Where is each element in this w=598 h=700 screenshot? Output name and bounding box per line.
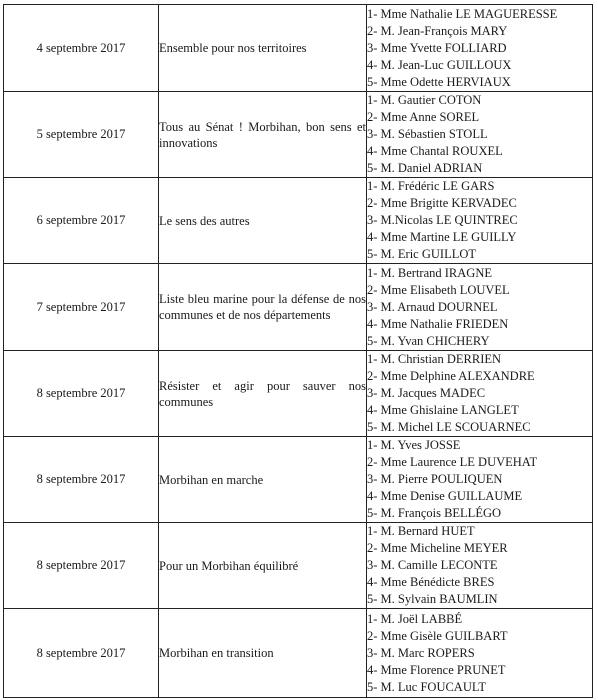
candidate-list <box>367 611 592 696</box>
list-title-cell <box>159 609 367 698</box>
candidate-item: 1- M. Joël LABBÉ <box>367 611 463 626</box>
candidate-item: 4- Mme Martine LE GUILLY <box>367 230 517 244</box>
candidate-lists-table <box>3 4 593 698</box>
deposit-date: 8 septembre 2017 <box>4 609 159 698</box>
table-row <box>4 264 593 351</box>
candidate-item: 3- M. Arnaud DOURNEL <box>367 299 498 314</box>
candidate-item: 2- Mme Elisabeth LOUVEL <box>367 282 510 297</box>
table-row <box>4 437 593 523</box>
deposit-date: 7 septembre 2017 <box>4 264 159 351</box>
candidates-cell <box>367 437 593 523</box>
candidate-item: 4- Mme Ghislaine LANGLET <box>367 403 519 417</box>
candidates-cell <box>367 523 593 609</box>
candidate-item: 3- M. Marc ROPERS <box>367 645 475 660</box>
candidate-item: 2- Mme Anne SOREL <box>367 110 480 124</box>
candidate-list <box>367 437 592 522</box>
table-row <box>4 5 593 92</box>
candidate-item: 5- Mme Odette HERVIAUX <box>367 74 511 89</box>
table-row <box>4 609 593 698</box>
table-row <box>4 178 593 264</box>
candidate-item: 5- M. Eric GUILLOT <box>367 247 476 261</box>
candidate-item: 2- Mme Delphine ALEXANDRE <box>367 369 535 383</box>
candidate-item: 1- M. Christian DERRIEN <box>367 352 502 366</box>
candidate-item: 4- Mme Chantal ROUXEL <box>367 144 503 158</box>
list-title-cell <box>159 5 367 92</box>
candidate-list <box>367 6 592 91</box>
list-title-cell <box>159 92 367 178</box>
deposit-date: 4 septembre 2017 <box>4 5 159 92</box>
candidate-item: 4- Mme Nathalie FRIEDEN <box>367 316 509 331</box>
candidate-item: 5- M. Daniel ADRIAN <box>367 161 483 175</box>
candidate-item: 2- Mme Micheline MEYER <box>367 541 508 555</box>
candidate-item: 4- Mme Bénédicte BRES <box>367 575 495 589</box>
candidate-item: 4- M. Jean-Luc GUILLOUX <box>367 57 512 72</box>
list-title: Pour un Morbihan équilibré <box>159 558 299 573</box>
list-title-cell <box>159 264 367 351</box>
deposit-date: 5 septembre 2017 <box>4 92 159 178</box>
candidates-cell <box>367 5 593 92</box>
candidate-item: 2- Mme Brigitte KERVADEC <box>367 196 517 210</box>
candidate-item: 1- Mme Nathalie LE MAGUERESSE <box>367 6 558 21</box>
list-title: Résister et agir pour sauver nos communes <box>159 378 366 409</box>
candidate-item: 1- M. Yves JOSSE <box>367 438 461 452</box>
list-title: Le sens des autres <box>159 213 250 228</box>
candidate-item: 3- M.Nicolas LE QUINTREC <box>367 213 518 227</box>
candidate-item: 5- M. François BELLÉGO <box>367 506 502 520</box>
deposit-date: 8 septembre 2017 <box>4 523 159 609</box>
candidates-cell <box>367 264 593 351</box>
candidate-item: 2- M. Jean-François MARY <box>367 23 508 38</box>
list-title: Liste bleu marine pour la défense de nos communes et de nos départements <box>159 292 366 322</box>
candidate-item: 5- M. Michel LE SCOUARNEC <box>367 420 531 434</box>
list-title: Morbihan en transition <box>159 646 274 660</box>
candidate-item: 1- M. Bernard HUET <box>367 524 475 538</box>
list-title-cell <box>159 351 367 437</box>
list-title: Tous au Sénat ! Morbihan, bon sens et innovations <box>159 119 366 150</box>
list-title-cell <box>159 523 367 609</box>
list-title: Morbihan en marche <box>159 472 264 487</box>
candidate-item: 4- Mme Denise GUILLAUME <box>367 489 523 503</box>
candidate-item: 3- M. Pierre POULIQUEN <box>367 472 503 486</box>
candidate-item: 1- M. Gautier COTON <box>367 93 482 107</box>
deposit-date: 8 septembre 2017 <box>4 351 159 437</box>
candidate-item: 5- M. Luc FOUCAULT <box>367 679 486 694</box>
candidate-item: 5- M. Yvan CHICHERY <box>367 333 490 348</box>
candidate-item: 2- Mme Laurence LE DUVEHAT <box>367 455 538 469</box>
deposit-date: 6 septembre 2017 <box>4 178 159 264</box>
candidate-item: 3- Mme Yvette FOLLIARD <box>367 40 507 55</box>
candidate-list <box>367 523 592 608</box>
candidates-cell <box>367 178 593 264</box>
candidate-item: 1- M. Bertrand IRAGNE <box>367 265 492 280</box>
candidate-list <box>367 92 592 177</box>
table-row <box>4 92 593 178</box>
candidate-list <box>367 351 592 436</box>
candidate-item: 1- M. Frédéric LE GARS <box>367 179 495 193</box>
list-title-cell <box>159 178 367 264</box>
table-body <box>4 5 593 698</box>
candidate-item: 3- M. Sébastien STOLL <box>367 127 488 141</box>
candidate-list <box>367 265 592 350</box>
candidates-cell <box>367 92 593 178</box>
candidate-list <box>367 178 592 263</box>
candidates-cell <box>367 609 593 698</box>
list-title-cell <box>159 437 367 523</box>
deposit-date: 8 septembre 2017 <box>4 437 159 523</box>
candidate-item: 5- M. Sylvain BAUMLIN <box>367 592 498 606</box>
candidate-item: 4- Mme Florence PRUNET <box>367 662 506 677</box>
table-row <box>4 351 593 437</box>
candidates-cell <box>367 351 593 437</box>
list-title: Ensemble pour nos territoires <box>159 41 307 55</box>
candidate-item: 3- M. Camille LECONTE <box>367 558 498 572</box>
candidate-item: 2- Mme Gisèle GUILBART <box>367 628 508 643</box>
candidate-item: 3- M. Jacques MADEC <box>367 386 486 400</box>
table-row <box>4 523 593 609</box>
